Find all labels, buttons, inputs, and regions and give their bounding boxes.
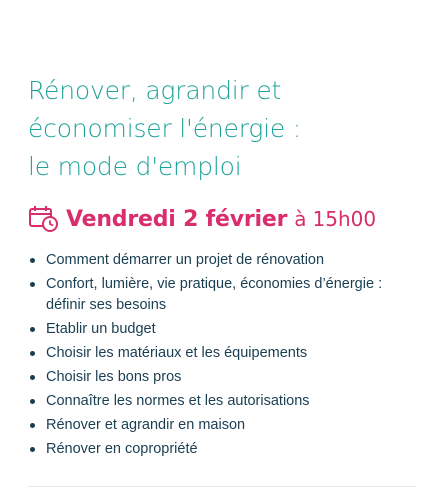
topics-list	[28, 250, 418, 460]
event-title-line: le mode d'emploi	[28, 152, 242, 181]
topic-text: Confort, lumière, vie pratique, économies d’énergie : définir ses besoins	[46, 276, 383, 313]
topic-text: Comment démarrer un projet de rénovation	[46, 252, 325, 268]
event-title-line: économiser l'énergie :	[28, 114, 302, 143]
topic-text: Choisir les matériaux et les équipements	[46, 345, 308, 361]
bullet-icon	[30, 351, 35, 356]
list-item	[28, 319, 418, 340]
event-day: Vendredi 2 février	[66, 206, 288, 232]
list-item	[28, 367, 418, 388]
list-item	[28, 439, 418, 460]
topic-text: Rénover en copropriété	[46, 441, 198, 457]
event-time: 15h00	[312, 207, 377, 231]
bullet-icon	[30, 282, 35, 287]
bullet-icon	[30, 423, 35, 428]
event-time-prefix: à	[294, 207, 307, 231]
topic-text: Connaître les normes et les autorisations	[46, 393, 310, 409]
list-item	[28, 274, 418, 316]
event-date	[28, 202, 418, 236]
list-item	[28, 250, 418, 271]
event-title	[28, 72, 418, 186]
topic-text: Rénover et agrandir en maison	[46, 417, 246, 433]
divider	[28, 486, 416, 487]
bullet-icon	[30, 375, 35, 380]
list-item	[28, 343, 418, 364]
event-title-line: Rénover, agrandir et	[28, 76, 282, 105]
topic-text: Etablir un budget	[46, 321, 156, 337]
bullet-icon	[30, 258, 35, 263]
list-item	[28, 415, 418, 436]
topic-text: Choisir les bons pros	[46, 369, 182, 385]
bullet-icon	[30, 327, 35, 332]
bullet-icon	[30, 447, 35, 452]
bullet-icon	[30, 399, 35, 404]
event-card	[28, 72, 418, 463]
list-item	[28, 391, 418, 412]
calendar-clock-icon	[28, 204, 60, 234]
